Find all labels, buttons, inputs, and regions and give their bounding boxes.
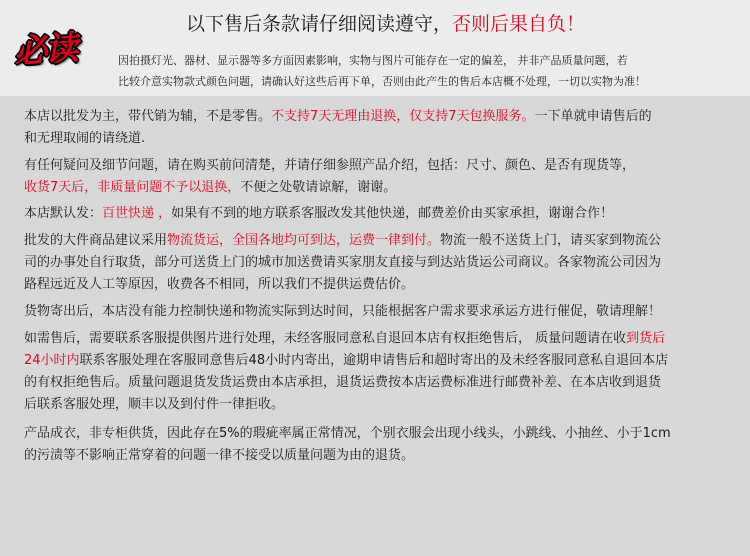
terms-paragraph [24, 155, 736, 199]
header-description-line: 因拍摄灯光、器材、显示器等多方面因素影响，实物与图片可能存在一定的偏差， 并非产品质量问题，若 [118, 54, 628, 67]
terms-line [24, 203, 736, 225]
header-title-warning: 否则后果自负！ [452, 13, 586, 35]
must-read-logo [0, 4, 90, 90]
highlighted-text: 24小时内 [24, 353, 80, 368]
highlighted-text: 收货7天后，非质量问题不予以退换， [24, 180, 241, 195]
terms-line [24, 328, 736, 350]
body-text: 联系客服处理在客服同意售后48小时内寄出，逾期申请售后和超时寄出的及未经客服同意私自退回本店 [79, 353, 669, 368]
terms-line [24, 155, 736, 177]
body-text: 不便之处敬请谅解，谢谢。 [240, 180, 397, 195]
terms-paragraph [24, 423, 736, 467]
terms-paragraph [24, 328, 736, 416]
body-text: 的污渍等不影响正常穿着的问题一律不接受以质量问题为由的退货。 [24, 448, 415, 463]
terms-line [24, 274, 736, 296]
highlighted-text: 物流货运，全国各地均可到达，运费一律到付。 [167, 233, 441, 248]
notice-header [0, 0, 750, 96]
terms-line [24, 350, 736, 372]
highlighted-text: 不支持7天无理由退换，仅支持7天包换服务。 [271, 109, 535, 124]
body-text: 货物寄出后，本店没有能力控制快递和物流实际到达时间，只能根据客户需求要求承运方进行催促，敬请理解！ [24, 304, 662, 319]
must-read-logo-text: 必读 [12, 27, 78, 71]
terms-line [24, 301, 736, 323]
body-text: 的有权拒绝售后。质量问题退货发货运费由本店承担，退货运费按本店运费标准进行邮费补差、在本店收到退货 [24, 375, 662, 390]
body-text: 产品成衣，非专柜供货，因此存在5%的瑕疵率属正常情况，个别衣服会出现小线头，小跳线、小抽丝、小于1cm [24, 426, 671, 441]
terms-line [24, 128, 736, 150]
terms-line [24, 177, 736, 199]
terms-paragraph [24, 203, 736, 225]
terms-paragraph [24, 301, 736, 323]
body-text: 本店默认发： [24, 206, 103, 221]
body-text: 路程远近及人工等原因，收费各不相同，所以我们不提供运费估价。 [24, 277, 415, 292]
body-text: 一下单就申请售后的 [534, 109, 652, 124]
terms-line [24, 252, 736, 274]
body-text: 如果有不到的地方联系客服改发其他快递，邮费差价由买家承担，谢谢合作！ [171, 206, 614, 221]
body-text: 物流一般不送货上门，请买家到物流公 [440, 233, 662, 248]
highlighted-text: 百世快递 ， [102, 206, 172, 221]
body-text: 和无理取闹的请绕道. [24, 131, 146, 146]
terms-line [24, 372, 736, 394]
body-text: 本店以批发为主，带代销为辅，不是零售。 [24, 109, 272, 124]
terms-content [24, 106, 736, 467]
terms-line [24, 423, 736, 445]
terms-paragraph [24, 230, 736, 296]
body-text: 司的办事处自行取货，部分可送货上门的城市加送费请买家朋友直接与到达站货运公司商议。各家物流公司因为 [24, 255, 662, 270]
header-description-line: 比较介意实物款式颜色问题，请确认好这些后再下单，否则由此产生的售后本店概不处理，一切以实物为准！ [118, 75, 646, 88]
body-text: 如需售后，需要联系客服提供图片进行处理，未经客服同意私自退回本店有权拒绝售后， 质量问题请在收 [24, 331, 627, 346]
terms-line [24, 106, 736, 128]
header-title [186, 11, 585, 37]
terms-line [24, 445, 736, 467]
highlighted-text: 到货后 [626, 331, 666, 346]
terms-paragraph [24, 106, 736, 150]
body-text: 后联系客服处理，顺丰以及到付件一律拒收。 [24, 397, 285, 412]
body-text: 批发的大件商品建议采用 [24, 233, 168, 248]
terms-line [24, 394, 736, 416]
body-text: 有任何疑问及细节问题，请在购买前问清楚，并请仔细参照产品介绍，包括：尺寸、颜色、是否有现货等， [24, 158, 636, 173]
header-title-main: 以下售后条款请仔细阅读遵守， [186, 13, 453, 35]
header-description [118, 50, 738, 92]
terms-line [24, 230, 736, 252]
